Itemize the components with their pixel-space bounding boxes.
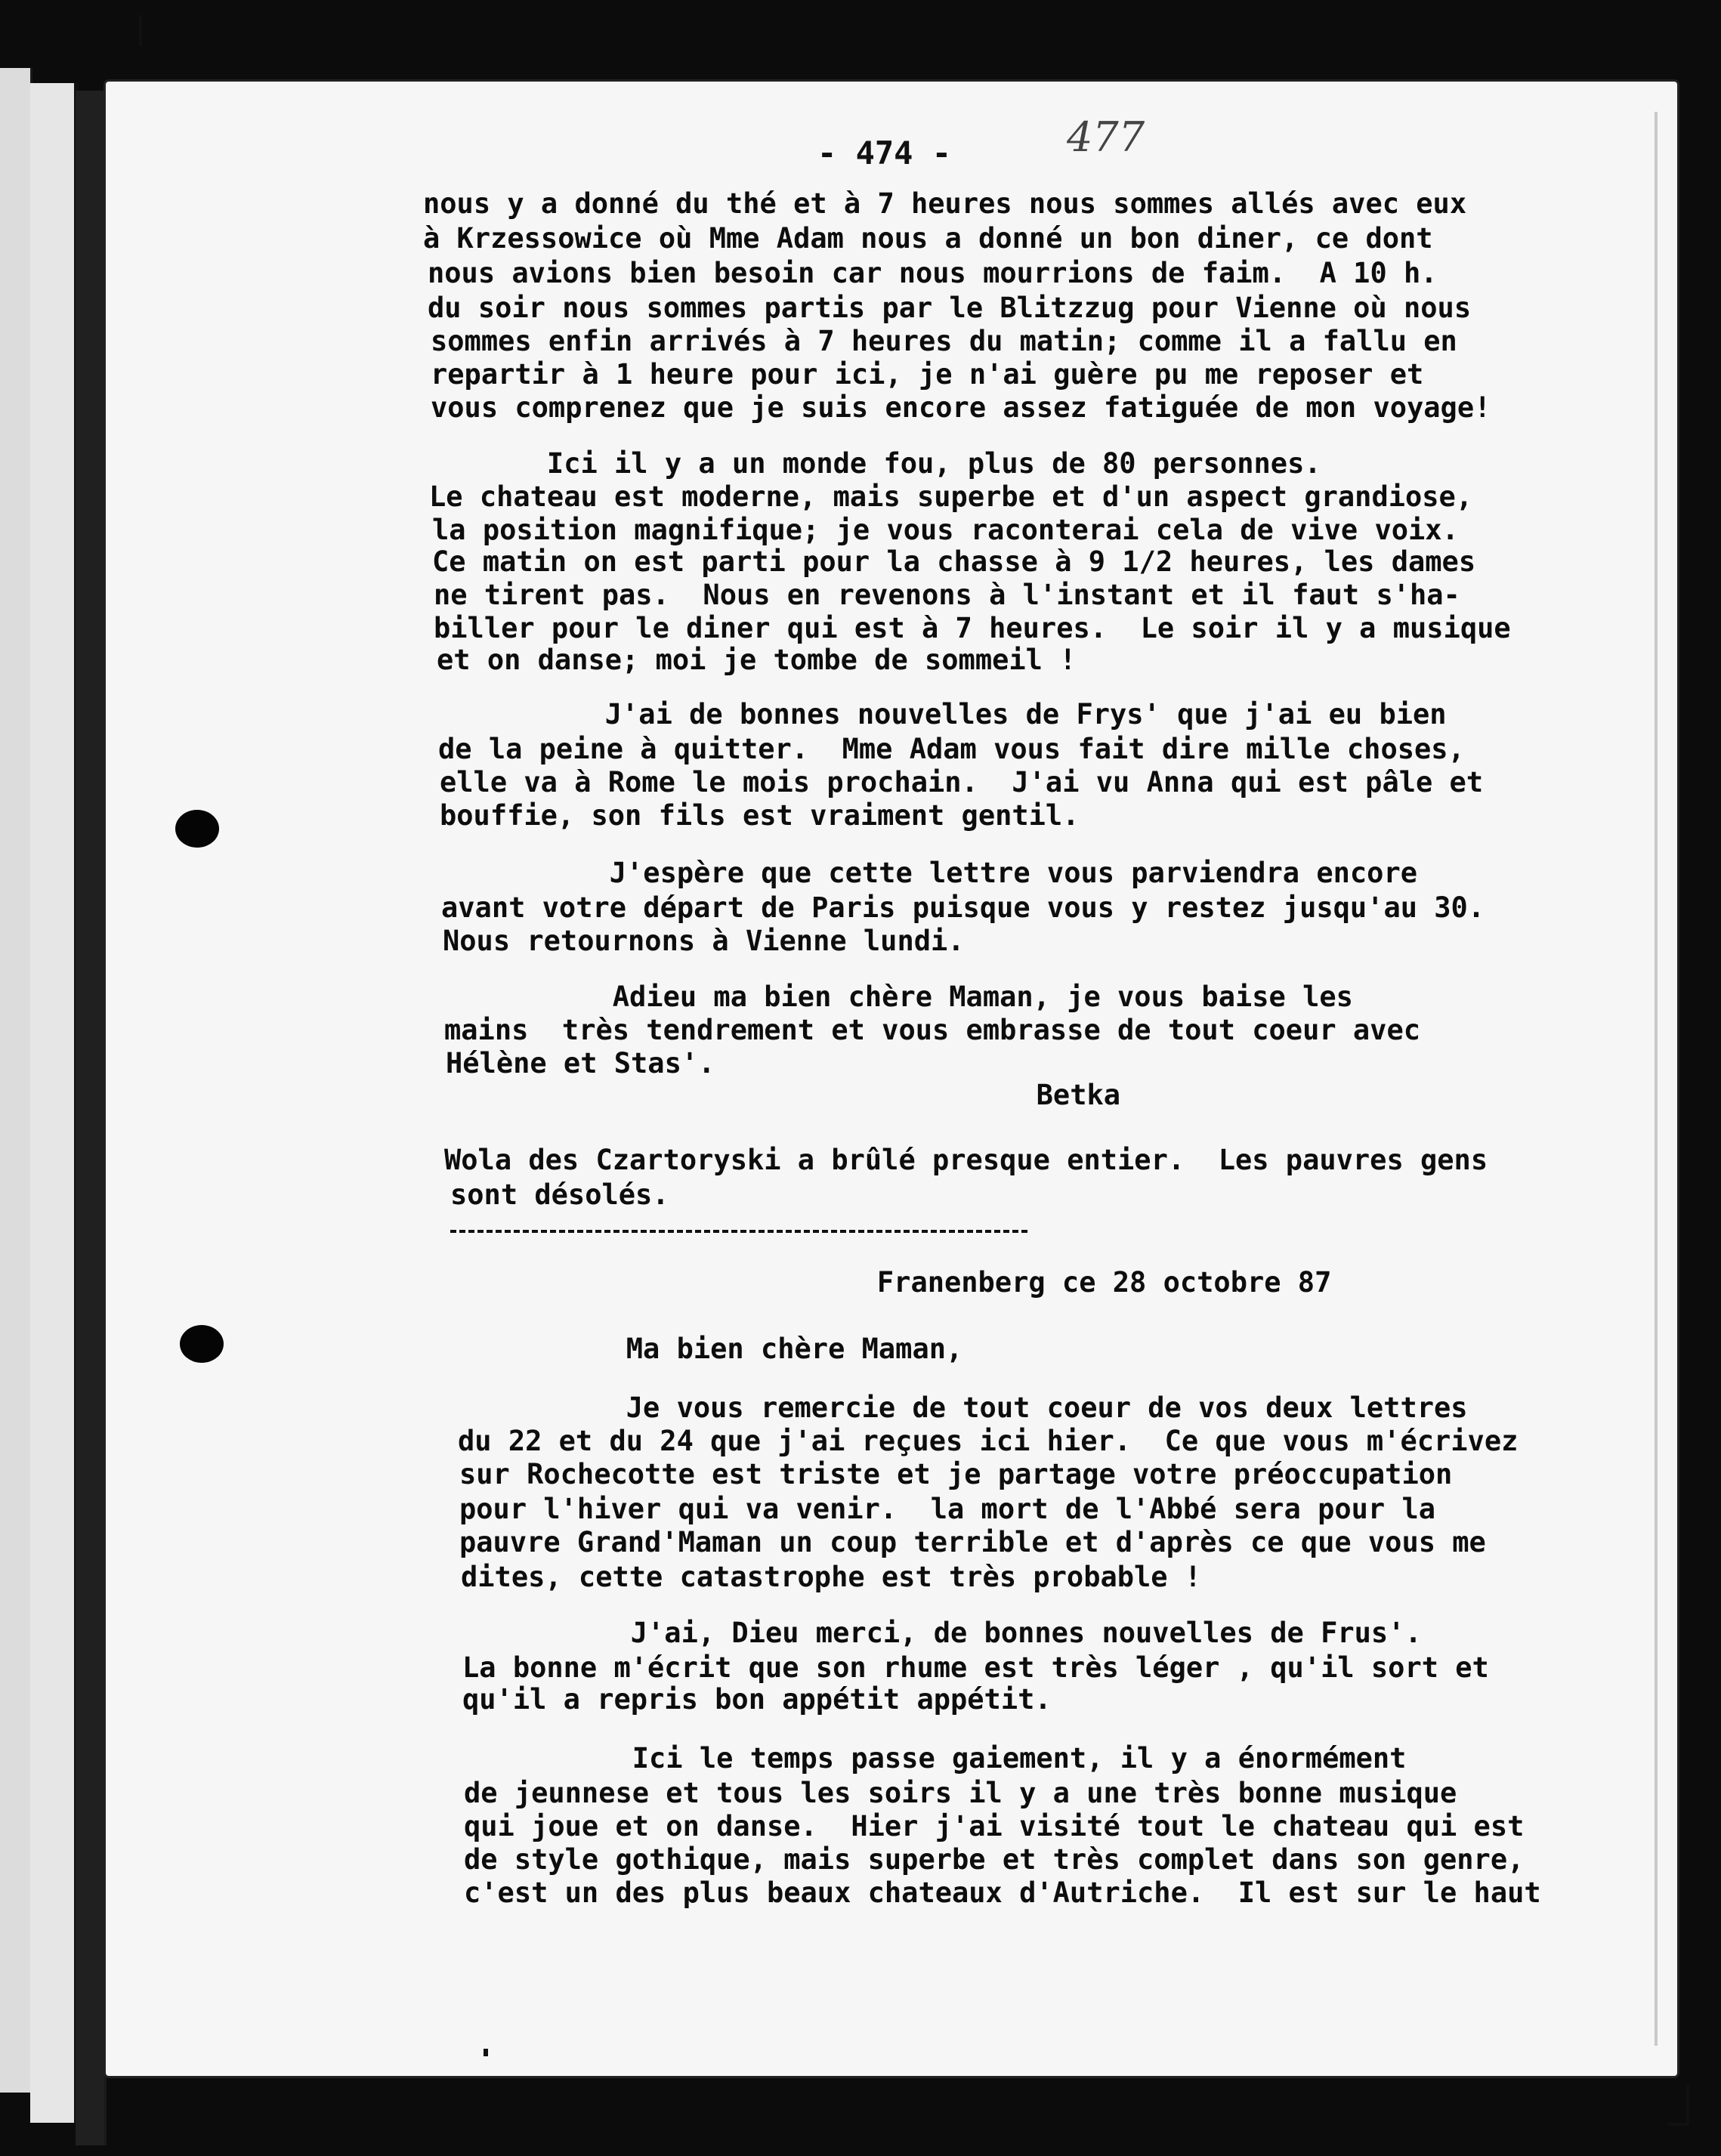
ink-dot bbox=[484, 2049, 488, 2056]
corner-mark bbox=[139, 15, 160, 45]
typed-line: J'ai, Dieu merci, de bonnes nouvelles de Frus'. bbox=[462, 1617, 1422, 1649]
typed-line: Nous retournons à Vienne lundi. bbox=[443, 925, 965, 957]
typed-line: pauvre Grand'Maman un coup terrible et d'après ce que vous me bbox=[459, 1526, 1486, 1558]
punch-hole bbox=[175, 810, 219, 848]
typed-line: J'ai de bonnes nouvelles de Frys' que j'ai eu bien bbox=[437, 698, 1447, 731]
page-shadow-edge bbox=[1655, 112, 1658, 2046]
binder-page-edge bbox=[30, 83, 79, 2123]
typed-line: nous y a donné du thé et à 7 heures nous sommes allés avec eux bbox=[423, 187, 1467, 220]
binder-page-edge bbox=[76, 91, 107, 2145]
typed-line: pour l'hiver qui va venir. la mort de l'Abbé sera pour la bbox=[459, 1493, 1436, 1525]
typed-line: bouffie, son fils est vraiment gentil. bbox=[440, 799, 1080, 832]
typed-line: et on danse; moi je tombe de sommeil ! bbox=[437, 644, 1077, 676]
typed-line: Ici il y a un monde fou, plus de 80 personnes. bbox=[429, 447, 1321, 480]
typed-line: sur Rochecotte est triste et je partage votre préoccupation bbox=[459, 1458, 1453, 1490]
separator-rule bbox=[450, 1230, 1027, 1233]
typed-line: Je vous remercie de tout coeur de vos deux lettres bbox=[458, 1392, 1468, 1424]
typed-line: ne tirent pas. Nous en revenons à l'instant et il faut s'ha- bbox=[434, 579, 1460, 611]
typed-line: Hélène et Stas'. bbox=[446, 1047, 715, 1080]
typed-line: Le chateau est moderne, mais superbe et d'un aspect grandiose, bbox=[429, 480, 1473, 513]
typed-line: la position magnifique; je vous raconterai cela de vive voix. bbox=[432, 514, 1459, 546]
typed-line: qui joue et on danse. Hier j'ai visité tout le chateau qui est bbox=[464, 1810, 1525, 1842]
typed-line: La bonne m'écrit que son rhume est très léger , qu'il sort et bbox=[462, 1651, 1489, 1684]
typed-line: dites, cette catastrophe est très probable ! bbox=[461, 1561, 1202, 1593]
typed-line: sont désolés. bbox=[450, 1178, 669, 1211]
typed-line: Ce matin on est parti pour la chasse à 9 1/2 heures, les dames bbox=[432, 545, 1476, 578]
typed-line: qu'il a repris bon appétit appétit. bbox=[462, 1683, 1052, 1716]
typed-line: du soir nous sommes partis par le Blitzzug pour Vienne où nous bbox=[428, 292, 1472, 324]
typed-line: du 22 et du 24 que j'ai reçues ici hier. Ce que vous m'écrivez bbox=[458, 1425, 1519, 1457]
typed-line: Franenberg ce 28 octobre 87 bbox=[456, 1266, 1332, 1299]
typed-line: sommes enfin arrivés à 7 heures du matin; comme il a fallu en bbox=[431, 325, 1457, 357]
typed-line: repartir à 1 heure pour ici, je n'ai guère pu me reposer et bbox=[431, 358, 1424, 391]
typed-line: de style gothique, mais superbe et très complet dans son genre, bbox=[464, 1843, 1525, 1876]
typed-line: Adieu ma bien chère Maman, je vous baise les bbox=[444, 981, 1353, 1013]
corner-mark bbox=[1668, 2085, 1689, 2126]
typed-line: biller pour le diner qui est à 7 heures. Le soir il y a musique bbox=[434, 612, 1511, 644]
typed-line: J'espère que cette lettre vous parviendra encore bbox=[441, 857, 1418, 889]
typed-line: elle va à Rome le mois prochain. J'ai vu Anna qui est pâle et bbox=[440, 766, 1484, 798]
typed-line: Ma bien chère Maman, bbox=[458, 1333, 963, 1365]
typed-line: à Krzessowice où Mme Adam nous a donné un bon diner, ce dont bbox=[423, 222, 1433, 255]
typed-line: nous avions bien besoin car nous mourrions de faim. A 10 h. bbox=[428, 257, 1438, 289]
typed-line: Ici le temps passe gaiement, il y a énormément bbox=[464, 1742, 1407, 1775]
typed-line: vous comprenez que je suis encore assez fatiguée de mon voyage! bbox=[431, 391, 1491, 424]
typed-line: de jeunnese et tous les soirs il y a une très bonne musique bbox=[464, 1777, 1457, 1809]
punch-hole bbox=[180, 1325, 224, 1363]
typed-line: de la peine à quitter. Mme Adam vous fait dire mille choses, bbox=[438, 733, 1465, 765]
typed-line: Betka bbox=[447, 1079, 1121, 1111]
handwritten-page-number: 477 bbox=[1067, 113, 1145, 161]
typed-line: avant votre départ de Paris puisque vous y restez jusqu'au 30. bbox=[441, 891, 1485, 924]
typed-line: mains très tendrement et vous embrasse de tout coeur avec bbox=[444, 1014, 1421, 1046]
typed-line: c'est un des plus beaux chateaux d'Autriche. Il est sur le haut bbox=[464, 1876, 1541, 1909]
typed-line: Wola des Czartoryski a brûlé presque entier. Les pauvres gens bbox=[444, 1144, 1488, 1176]
page-number: - 474 - bbox=[817, 134, 952, 171]
binder-page-edge bbox=[0, 68, 32, 2093]
